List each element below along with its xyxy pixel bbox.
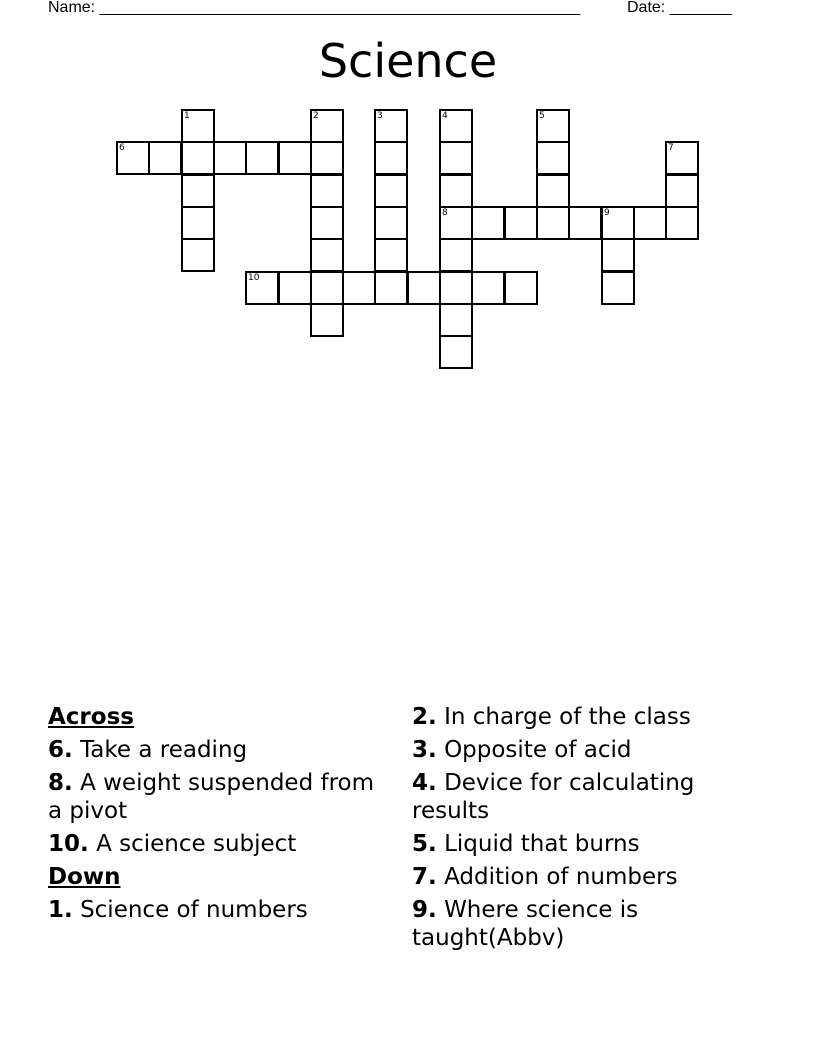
grid-cell[interactable] — [536, 141, 570, 175]
cell-number: 6 — [119, 143, 125, 153]
grid-cell[interactable] — [536, 206, 570, 240]
grid-cell[interactable] — [568, 206, 602, 240]
clue-text: In charge of the class — [444, 704, 691, 730]
grid-cell[interactable] — [213, 141, 247, 175]
grid-cell[interactable] — [439, 335, 473, 369]
grid-cell[interactable] — [278, 141, 312, 175]
clue-across-6 — [48, 736, 378, 764]
grid-cell[interactable] — [665, 141, 699, 175]
clue-down-5 — [412, 830, 742, 858]
grid-cell[interactable] — [665, 206, 699, 240]
clue-text: Device for calculating results — [412, 770, 695, 824]
clues-right-column — [412, 703, 742, 957]
clue-number: 6. — [48, 737, 73, 763]
clue-number: 1. — [48, 897, 73, 923]
clue-text: Liquid that burns — [444, 831, 640, 857]
grid-cell[interactable] — [374, 141, 408, 175]
grid-cell[interactable] — [439, 271, 473, 305]
cell-number: 7 — [668, 143, 674, 153]
grid-cell[interactable] — [116, 141, 150, 175]
cell-number: 5 — [539, 111, 545, 121]
cell-number: 1 — [184, 111, 190, 121]
grid-cell[interactable] — [310, 206, 344, 240]
grid-cell[interactable] — [536, 174, 570, 208]
grid-cell[interactable] — [181, 238, 215, 272]
cell-number: 3 — [377, 111, 383, 121]
clue-number: 10. — [48, 831, 89, 857]
grid-cell[interactable] — [601, 271, 635, 305]
grid-cell[interactable] — [504, 271, 538, 305]
clue-number: 9. — [412, 897, 437, 923]
clue-down-1 — [48, 896, 378, 924]
clue-number: 8. — [48, 770, 73, 796]
clue-down-9 — [412, 896, 742, 952]
clue-text: Take a reading — [80, 737, 248, 763]
grid-cell[interactable] — [439, 141, 473, 175]
grid-cell[interactable] — [181, 141, 215, 175]
clue-down-3 — [412, 736, 742, 764]
clue-text: A weight suspended from a pivot — [48, 770, 375, 824]
grid-cell[interactable] — [374, 109, 408, 143]
clue-number: 7. — [412, 864, 437, 890]
grid-cell[interactable] — [374, 206, 408, 240]
grid-cell[interactable] — [439, 174, 473, 208]
cell-number: 4 — [442, 111, 448, 121]
page-title: Science — [318, 34, 498, 88]
clue-across-10 — [48, 830, 378, 858]
grid-cell[interactable] — [310, 238, 344, 272]
clue-text: Addition of numbers — [444, 864, 678, 890]
grid-cell[interactable] — [665, 174, 699, 208]
clue-across-8 — [48, 769, 378, 825]
grid-cell[interactable] — [310, 174, 344, 208]
grid-cell[interactable] — [148, 141, 182, 175]
clue-number: 4. — [412, 770, 437, 796]
clue-down-7 — [412, 863, 742, 891]
clues-left-column — [48, 703, 378, 929]
grid-cell[interactable] — [374, 174, 408, 208]
clue-text: Opposite of acid — [444, 737, 632, 763]
grid-cell[interactable] — [439, 206, 473, 240]
grid-cell[interactable] — [374, 238, 408, 272]
clue-text: A science subject — [96, 831, 297, 857]
grid-cell[interactable] — [310, 141, 344, 175]
cell-number: 10 — [248, 273, 260, 283]
grid-cell[interactable] — [181, 174, 215, 208]
grid-cell[interactable] — [504, 206, 538, 240]
clue-down-2 — [412, 703, 742, 731]
clue-text: Where science is taught(Abbv) — [412, 897, 639, 951]
grid-cell[interactable] — [471, 271, 505, 305]
grid-cell[interactable] — [278, 271, 312, 305]
grid-cell[interactable] — [310, 271, 344, 305]
grid-cell[interactable] — [310, 303, 344, 337]
grid-cell[interactable] — [439, 109, 473, 143]
clue-number: 3. — [412, 737, 437, 763]
grid-cell[interactable] — [439, 238, 473, 272]
grid-cell[interactable] — [536, 109, 570, 143]
clue-number: 5. — [412, 831, 437, 857]
grid-cell[interactable] — [471, 206, 505, 240]
cell-number: 9 — [604, 208, 610, 218]
grid-cell[interactable] — [601, 238, 635, 272]
grid-cell[interactable] — [342, 271, 376, 305]
cell-number: 8 — [442, 208, 448, 218]
grid-cell[interactable] — [439, 303, 473, 337]
grid-cell[interactable] — [245, 271, 279, 305]
grid-cell[interactable] — [601, 206, 635, 240]
date-field[interactable]: Date: _______ — [627, 0, 732, 16]
clue-number: 2. — [412, 704, 437, 730]
down-heading: Down — [48, 864, 121, 890]
grid-cell[interactable] — [374, 271, 408, 305]
grid-cell[interactable] — [181, 109, 215, 143]
grid-cell[interactable] — [407, 271, 441, 305]
grid-cell[interactable] — [245, 141, 279, 175]
grid-cell[interactable] — [633, 206, 667, 240]
grid-cell[interactable] — [310, 109, 344, 143]
name-field[interactable]: Name: ______________________________________________________ — [48, 0, 581, 16]
across-heading: Across — [48, 704, 134, 730]
clue-text: Science of numbers — [80, 897, 308, 923]
grid-cell[interactable] — [181, 206, 215, 240]
cell-number: 2 — [313, 111, 319, 121]
clue-down-4 — [412, 769, 742, 825]
